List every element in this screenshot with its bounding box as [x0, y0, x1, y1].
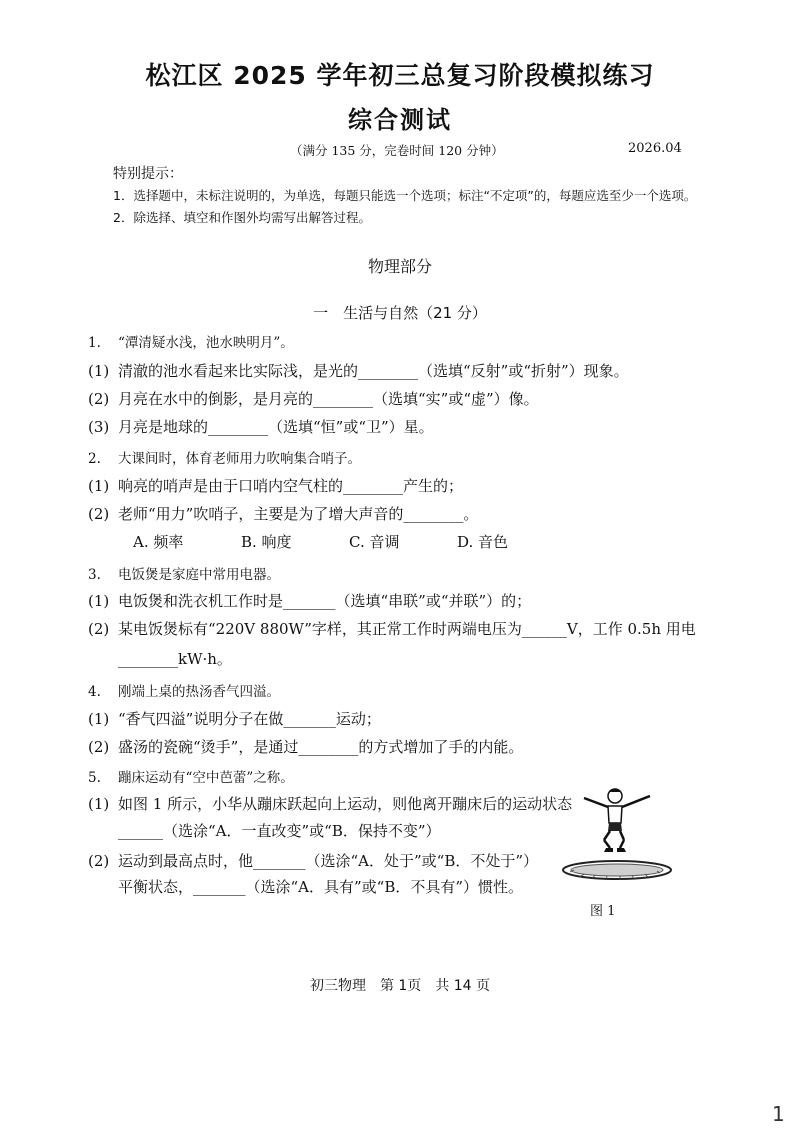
option-d: D. 音色: [457, 533, 509, 551]
option-c: C. 音调: [349, 533, 400, 551]
question-text: ________kW·h。: [118, 650, 232, 668]
question-number: (2): [88, 852, 110, 870]
question-text: 响亮的哨声是由于口哨内空气柱的________产生的；: [118, 477, 464, 495]
exam-date: 2026.04: [628, 141, 682, 156]
question-line: [88, 590, 531, 611]
question-stem: [88, 331, 294, 351]
question-number: (3): [88, 418, 110, 436]
section-title: 物理部分: [367, 257, 432, 276]
question-number: (2): [88, 738, 110, 756]
question-text: 平衡状态，_______（选涂“A．具有”或“B．不具有”）惯性。: [118, 878, 524, 896]
question-text: 盛汤的瓷碗“烫手”，是通过________的方式增加了手的内能。: [118, 738, 524, 756]
question-line: [88, 360, 629, 381]
question-line: [88, 416, 434, 437]
question-number: (1): [88, 710, 110, 728]
question-text: 某电饭煲标有“220V 880W”字样，其正常工作时两端电压为______V，工作 0.5h 用电: [118, 620, 696, 638]
option-a: A. 频率: [133, 533, 184, 551]
question-text: 电饭煲和洗衣机工作时是_______（选填“串联”或“并联”）的；: [118, 592, 532, 610]
question-line: [88, 793, 572, 814]
notice-item-2: 2．除选择、填空和作图外均需写出解答过程。: [113, 210, 371, 225]
notice-heading: 特别提示：: [113, 166, 183, 182]
page-footer: 初三物理 第 1页 共 14 页: [309, 978, 491, 994]
question-line: [88, 503, 478, 524]
page-number: 1: [772, 1102, 785, 1126]
question-number: 1.: [88, 335, 101, 351]
question-line: [88, 618, 696, 639]
question-number: 4.: [88, 684, 101, 700]
question-text: “香气四溢”说明分子在做_______运动；: [118, 710, 381, 728]
trampoline-figure: [560, 778, 675, 888]
question-text: 蹦床运动有“空中芭蕾”之称。: [118, 770, 294, 786]
question-text: 如图 1 所示，小华从蹦床跃起向上运动，则他离开蹦床后的运动状态: [118, 795, 573, 813]
question-number: (1): [88, 477, 110, 495]
part-title: 一 生活与自然（21 分）: [313, 304, 487, 322]
question-number: (1): [88, 362, 110, 380]
question-number: (1): [88, 795, 110, 813]
question-number: (2): [88, 390, 110, 408]
question-text: 大课间时，体育老师用力吹响集合哨子。: [118, 451, 361, 467]
question-line: [88, 475, 463, 496]
question-stem: [88, 447, 361, 467]
question-number: (2): [88, 620, 110, 638]
question-line: [88, 648, 232, 669]
question-line: [88, 708, 381, 729]
question-text: 月亮在水中的倒影，是月亮的________（选填“实”或“虚”）像。: [118, 390, 539, 408]
question-number: 5.: [88, 770, 101, 786]
exam-info: （满分 135 分，完卷时间 120 分钟）: [290, 143, 504, 158]
question-text: 月亮是地球的________（选填“恒”或“卫”）星。: [118, 418, 434, 436]
notice-item-1: 1．选择题中，未标注说明的，为单选，每题只能选一个选项；标注“不定项”的，每题应选至少一个选项。: [113, 188, 697, 203]
question-number: 3.: [88, 567, 101, 583]
question-number: 2.: [88, 451, 101, 467]
option-b: B. 响度: [241, 533, 292, 551]
q2-options: [133, 531, 565, 552]
question-line: [88, 850, 538, 871]
question-text: 运动到最高点时，他_______（选涂“A．处于”或“B．不处于”）: [118, 852, 539, 870]
question-line: [88, 736, 523, 757]
exam-subtitle: 综合测试: [348, 106, 452, 134]
question-number: (1): [88, 592, 110, 610]
question-stem: [88, 680, 280, 700]
question-stem: [88, 766, 294, 786]
question-line: [88, 388, 539, 409]
exam-title: 松江区 2025 学年初三总复习阶段模拟练习: [145, 61, 655, 90]
question-line: [88, 876, 523, 897]
question-number: (2): [88, 505, 110, 523]
question-line: [88, 820, 441, 841]
question-stem: [88, 563, 280, 583]
question-text: 清澈的池水看起来比实际浅，是光的________（选填“反射”或“折射”）现象。: [118, 362, 629, 380]
question-text: 电饭煲是家庭中常用电器。: [118, 567, 280, 583]
question-text: 刚端上桌的热汤香气四溢。: [118, 684, 280, 700]
question-text: “潭清疑水浅，池水映明月”。: [118, 335, 294, 351]
question-text: ______（选涂“A．一直改变”或“B．保持不变”）: [118, 822, 441, 840]
question-text: 老师“用力”吹哨子，主要是为了增大声音的________。: [118, 505, 479, 523]
figure-caption: 图 1: [590, 904, 616, 919]
